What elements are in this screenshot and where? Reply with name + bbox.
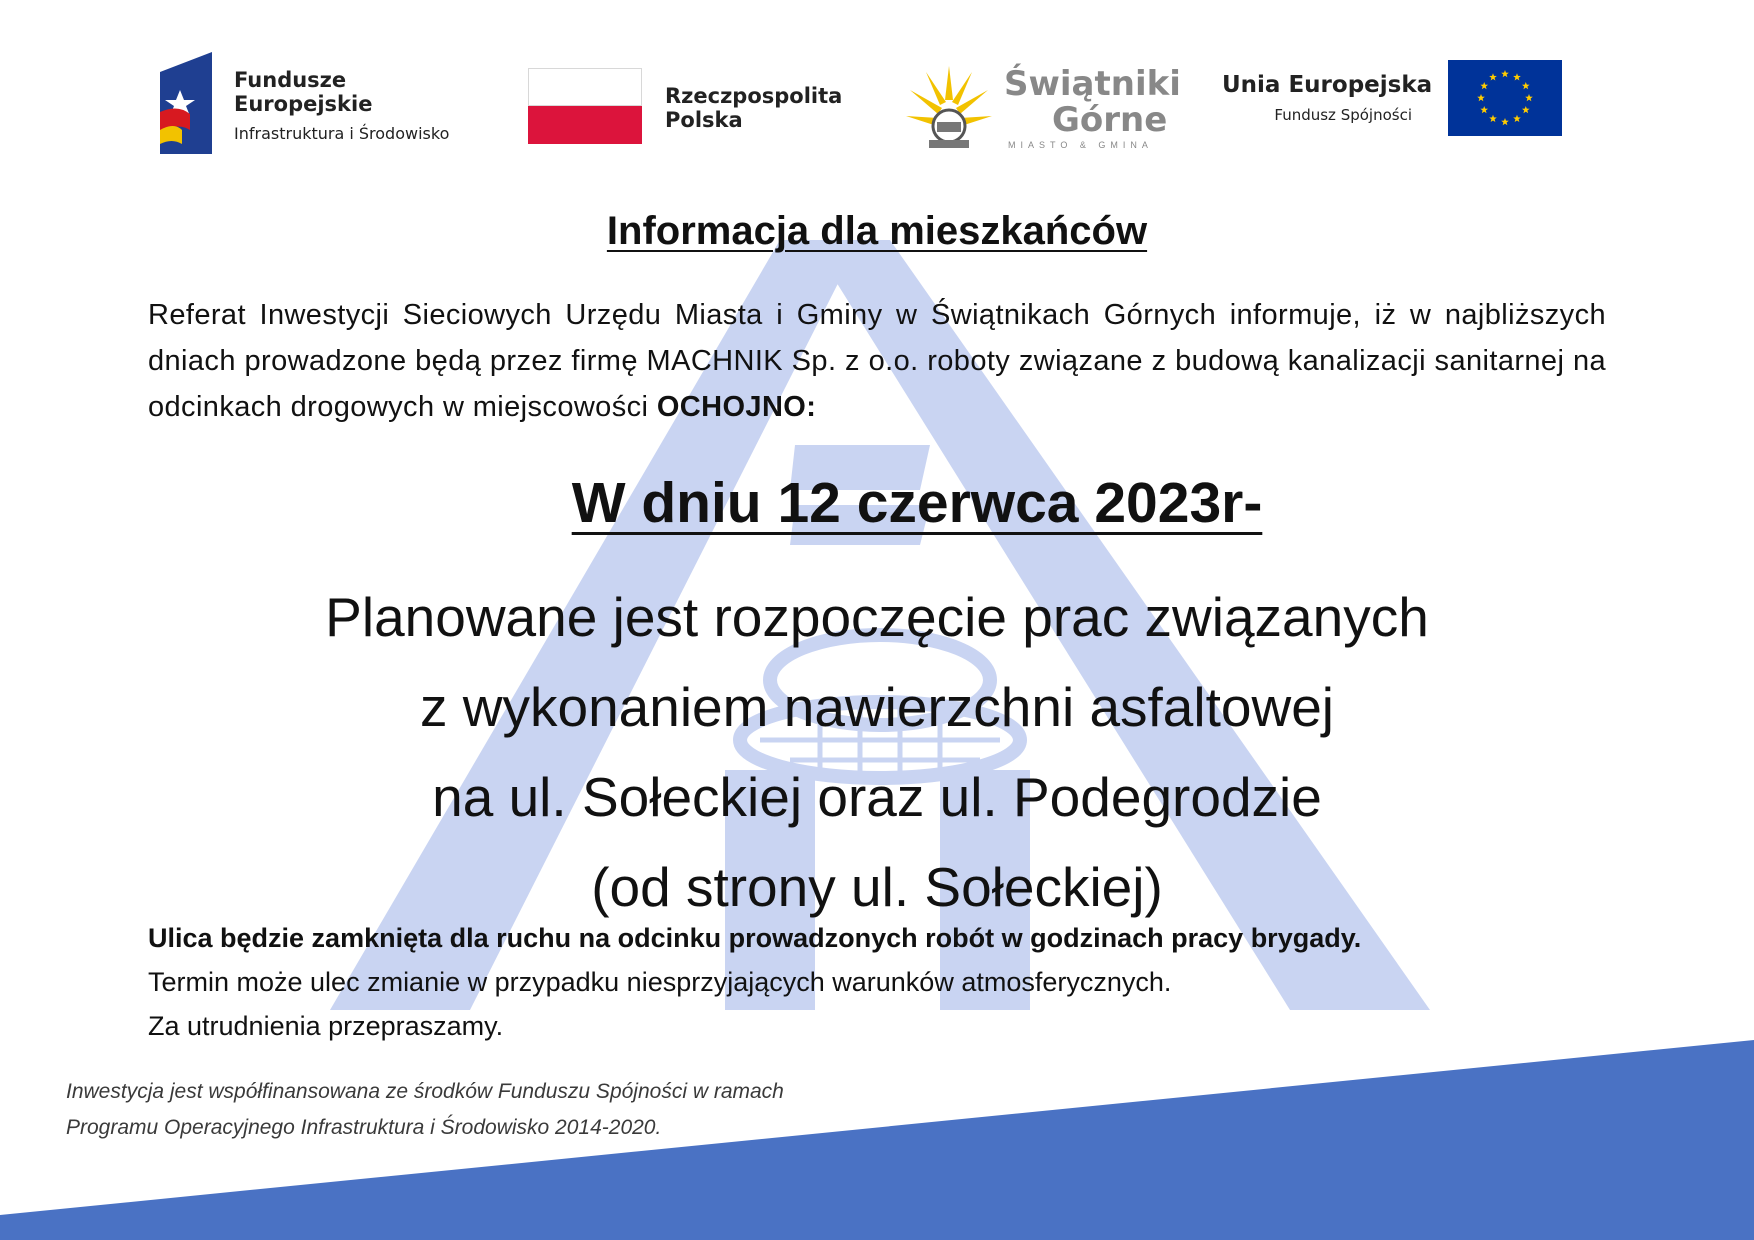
cofinancing-note xyxy=(66,1074,966,1146)
notice-intro xyxy=(148,292,1606,430)
unia-europejska-logo xyxy=(1222,60,1562,140)
cofinancing-line-1: Inwestycja jest współfinansowana ze środków Funduszu Spójności w ramach xyxy=(66,1080,784,1103)
eu-flag-icon xyxy=(1448,60,1562,136)
date-heading xyxy=(148,468,1606,538)
locality-name: OCHOJNO: xyxy=(656,391,817,423)
fe-name-1: Fundusze xyxy=(234,68,347,92)
work-line-2: z wykonaniem nawierzchni asfaltowej xyxy=(419,676,1335,738)
fe-name-2: Europejskie xyxy=(234,92,373,116)
rzeczpospolita-polska-logo xyxy=(528,68,868,148)
swiatniki-sub: MIASTO & GMINA xyxy=(1008,140,1153,150)
rp-name-1: Rzeczpospolita xyxy=(665,84,843,108)
intro-text: Referat Inwestycji Sieciowych Urzędu Miasta i Gminy w Świątnikach Górnych informuje, iż w najbliższych dniach prowadzone będą przez firmę MACHNIK Sp. z o.o. roboty związane z budową kanalizacji sanitarnej na odcinkach drogowych w miejscowości xyxy=(148,299,1606,423)
fe-star-icon xyxy=(160,52,212,154)
work-line-1: Planowane jest rozpoczęcie prac związanych xyxy=(325,586,1429,648)
date-heading-text: W dniu 12 czerwca 2023r- xyxy=(571,471,1263,535)
ue-name: Unia Europejska xyxy=(1222,72,1433,98)
fundusze-europejskie-logo xyxy=(160,52,460,156)
ue-fund: Fundusz Spójności xyxy=(1274,106,1412,124)
rp-name-2: Polska xyxy=(665,108,743,132)
weather-note: Termin może ulec zmianie w przypadku niesprzyjających warunków atmosferycznych. xyxy=(148,967,1172,997)
notice-title-text: Informacja dla mieszkańców xyxy=(606,209,1148,253)
work-line-4: (od strony ul. Sołeckiej) xyxy=(591,856,1163,918)
swiatniki-name-1: Świątniki xyxy=(1004,64,1181,104)
swiatniki-gorne-logo xyxy=(904,60,1184,152)
notice-title xyxy=(0,206,1754,256)
cofinancing-line-2: Programu Operacyjnego Infrastruktura i Środowisko 2014-2020. xyxy=(66,1116,662,1139)
swiatniki-emblem-icon xyxy=(904,60,994,152)
work-line-3: na ul. Sołeckiej oraz ul. Podegrodzie xyxy=(432,766,1322,828)
closure-note: Ulica będzie zamknięta dla ruchu na odcinku prowadzonych robót w godzinach pracy brygady. xyxy=(148,923,1362,953)
polish-flag-icon xyxy=(528,68,642,144)
swiatniki-name-2: Górne xyxy=(1052,100,1168,140)
apology-note: Za utrudnienia przepraszamy. xyxy=(148,1011,504,1041)
fe-program: Infrastruktura i Środowisko xyxy=(234,124,450,143)
